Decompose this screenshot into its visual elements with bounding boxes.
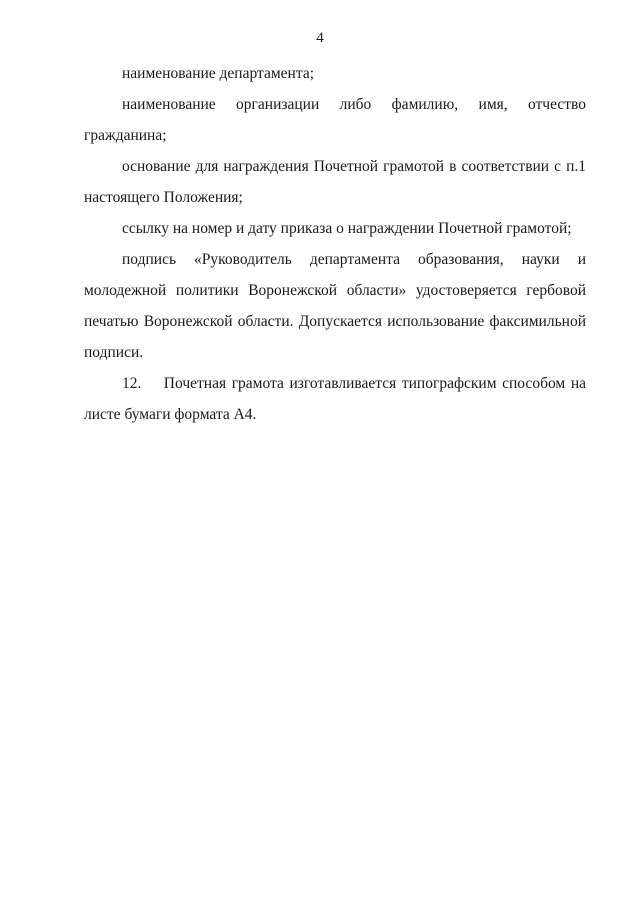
paragraph-order-reference: ссылку на номер и дату приказа о награждении Почетной грамотой; — [122, 220, 572, 237]
page-number: 4 — [316, 30, 324, 46]
paragraph-item-12: 12. Почетная грамота изготавливается типографским способом на листе бумаги формата А4. — [84, 375, 590, 423]
paragraph-organization-name: наименование организации либо фамилию, имя, отчество гражданина; — [84, 96, 586, 144]
paragraph-department-name: наименование департамента; — [122, 65, 315, 82]
paragraph-signature: подпись «Руководитель департамента образования, науки и молодежной политики Воронежской области» удостоверяется гербовой печатью Воронежской области. Допускается использование факсимильной подписи. — [84, 251, 586, 361]
document-body — [84, 58, 590, 430]
paragraph-award-basis: основание для награждения Почетной грамотой в соответствии с п.1 настоящего Положения; — [84, 158, 586, 206]
